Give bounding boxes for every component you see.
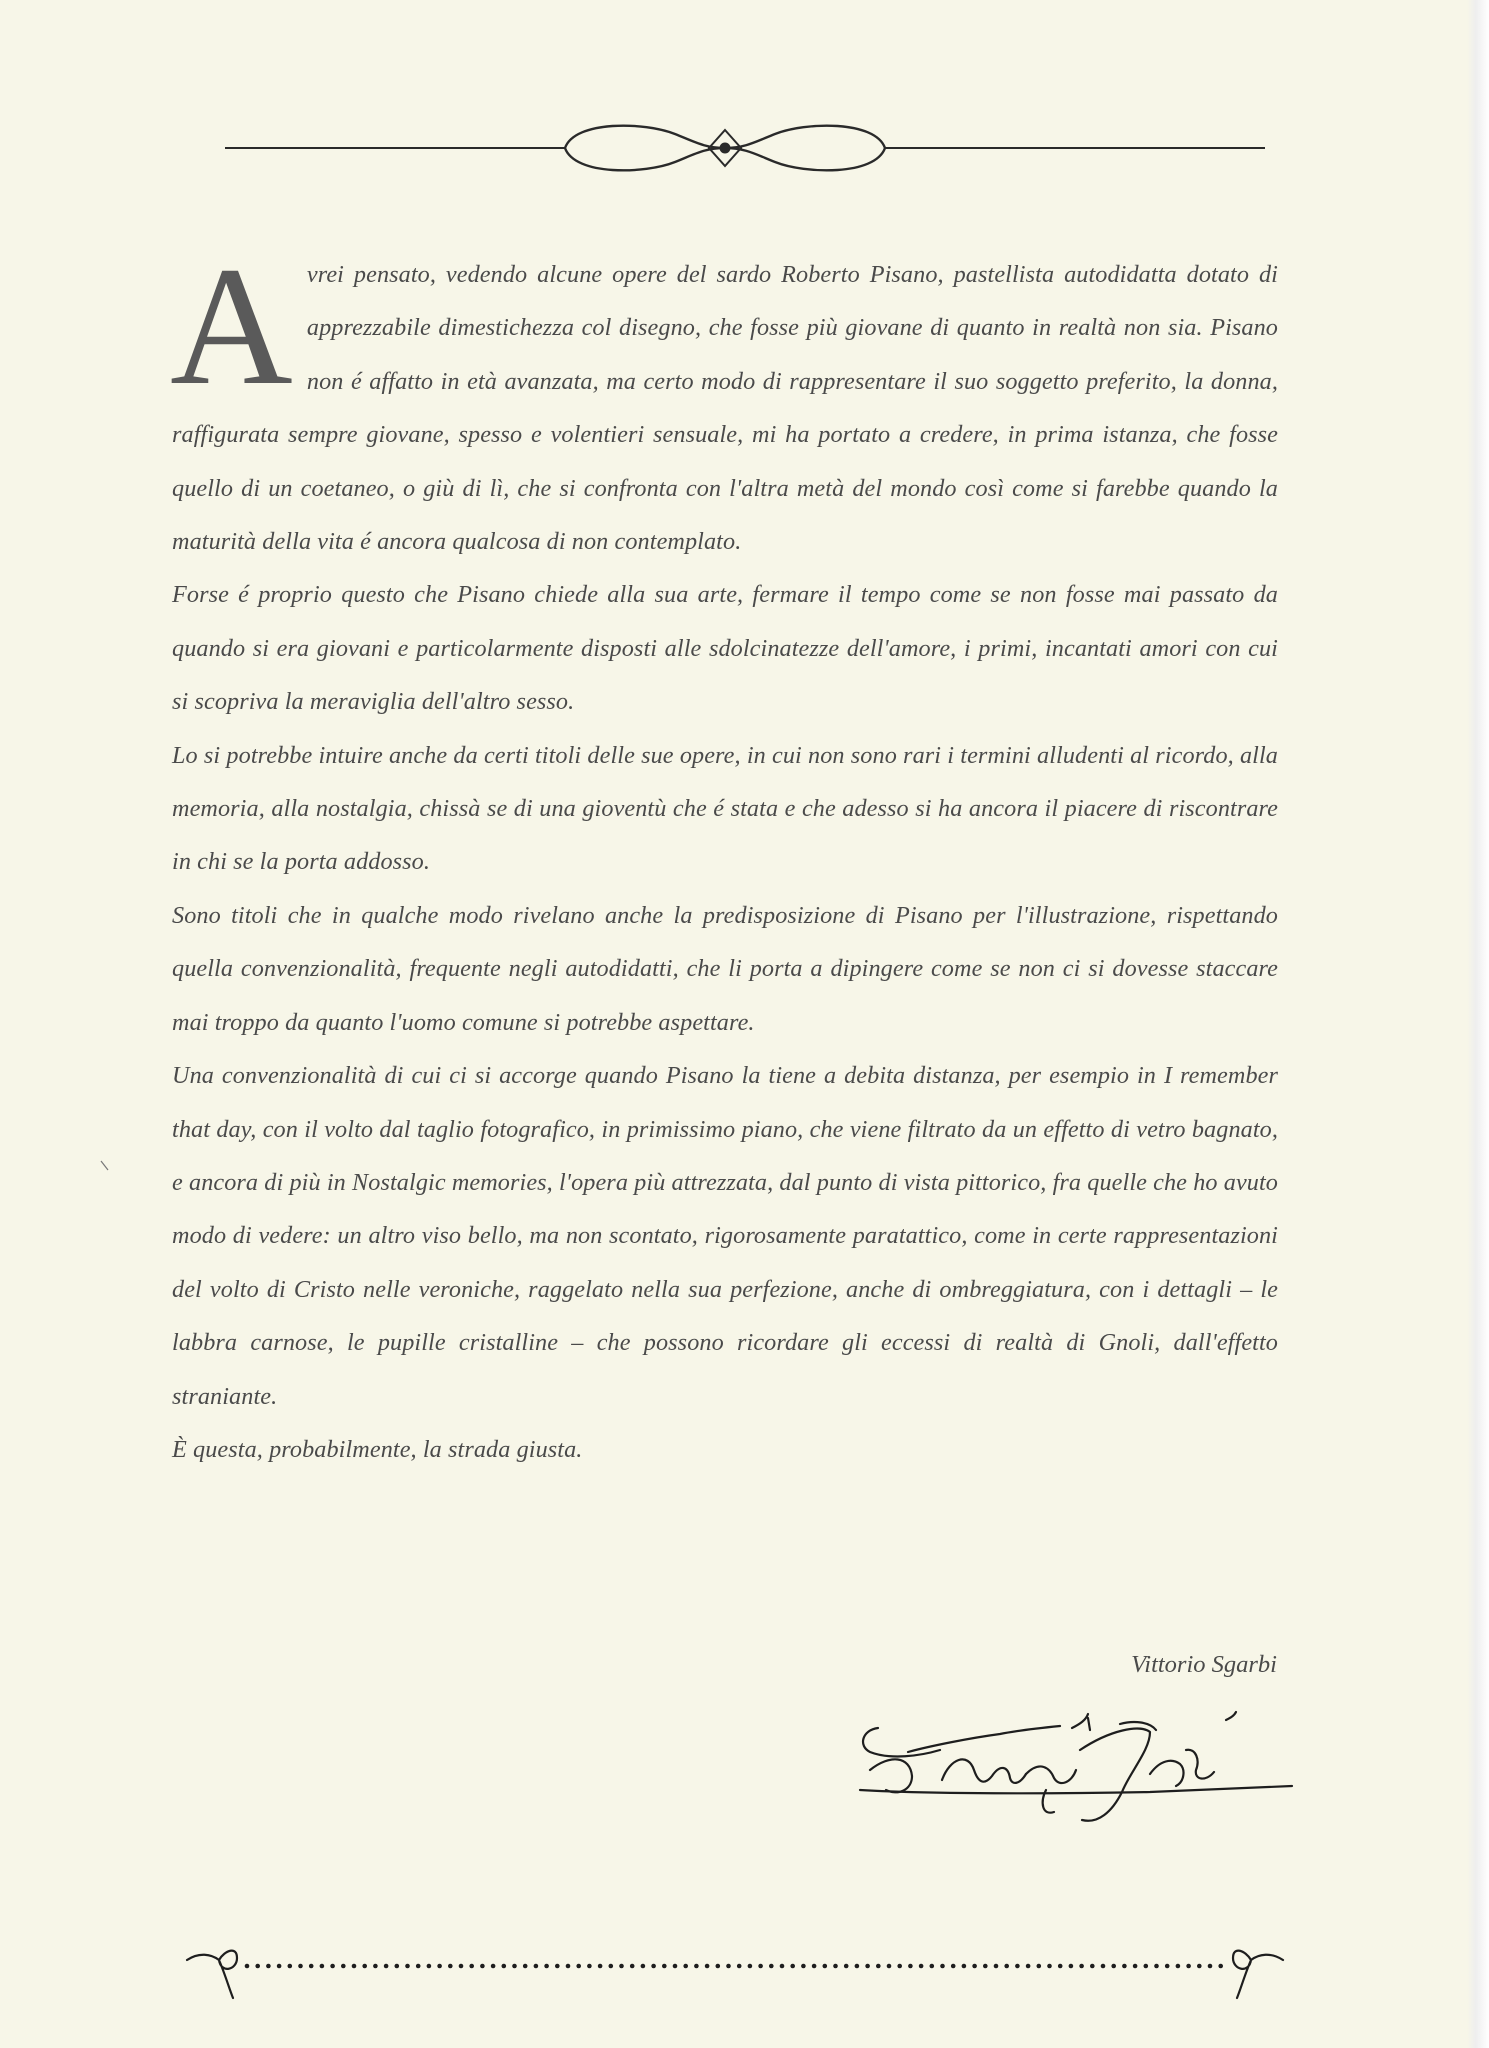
ornament-dot bbox=[780, 1964, 785, 1969]
ornament-dot bbox=[726, 1964, 731, 1969]
paragraph-3: Lo si potrebbe intuire anche da certi titoli delle sue opere, in cui non sono rari i termini alludenti al ricordo, alla memoria, alla nostalgia, chissà se di una gioventù che é stata e che adesso si ha ancora il piacere di riscontrare in chi se la porta addosso. bbox=[172, 741, 1278, 876]
ornament-dot bbox=[330, 1964, 335, 1969]
page-edge bbox=[1467, 0, 1489, 2048]
ornament-dot bbox=[619, 1964, 624, 1969]
ornament-dot bbox=[469, 1964, 474, 1969]
ornament-dot bbox=[1154, 1964, 1159, 1969]
ornament-dot bbox=[641, 1964, 646, 1969]
ornament-dot bbox=[448, 1964, 453, 1969]
ornament-dot bbox=[437, 1964, 442, 1969]
ornament-dot bbox=[994, 1964, 999, 1969]
ornament-dot bbox=[1197, 1964, 1202, 1969]
ornament-dot bbox=[972, 1964, 977, 1969]
ornament-dot bbox=[384, 1964, 389, 1969]
ornament-dot bbox=[427, 1964, 432, 1969]
ornament-loop-right bbox=[725, 126, 885, 171]
ornament-dot bbox=[395, 1964, 400, 1969]
ornament-dot bbox=[288, 1964, 293, 1969]
ornament-dot bbox=[1015, 1964, 1020, 1969]
ornament-dot bbox=[587, 1964, 592, 1969]
paragraph-2: Forse é proprio questo che Pisano chiede alla sua arte, fermare il tempo come se non fosse mai passato da quando si era giovani e particolarmente disposti alle sdolcinatezze dell'amore, i primi, incantati amori con cui si scopriva la meraviglia dell'altro sesso. bbox=[172, 581, 1278, 716]
ornament-dot bbox=[844, 1964, 849, 1969]
ornament-dot bbox=[1101, 1964, 1106, 1969]
ornament-dot bbox=[1004, 1964, 1009, 1969]
ornament-dot bbox=[930, 1964, 935, 1969]
scroll-left bbox=[187, 1951, 237, 1998]
ornament-dot bbox=[373, 1964, 378, 1969]
ornament-dot bbox=[769, 1964, 774, 1969]
ornament-dot bbox=[362, 1964, 367, 1969]
ornament-dot bbox=[683, 1964, 688, 1969]
ornament-dot bbox=[534, 1964, 539, 1969]
ornament-dot bbox=[737, 1964, 742, 1969]
ornament-dot bbox=[566, 1964, 571, 1969]
ornament-center-dot bbox=[720, 143, 731, 154]
scan-mark bbox=[100, 1160, 110, 1172]
ornament-dot bbox=[962, 1964, 967, 1969]
paragraph-5: Una convenzionalità di cui ci si accorge quando Pisano la tiene a debita distanza, per esempio in I remember that day, con il volto dal taglio fotografico, in primissimo piano, che viene filtrato da un effetto di vetro bagnato, e ancora di più in Nostalgic memories, l'opera più attrezzata, dal punto di vista pittorico, fra quelle che ho avuto modo di vedere: un altro viso bello, ma non scontato, rigorosamente paratattico, come in certe rappresentazioni del volto di Cristo nelle veroniche, raggelato nella sua perfezione, anche di ombreggiatura, con i dettagli – le labbra carnose, le pupille cristalline – che possono ricordare gli eccessi di realtà di Gnoli, dall'effetto straniante. bbox=[172, 1062, 1278, 1410]
ornament-dot bbox=[1111, 1964, 1116, 1969]
ornament-dot bbox=[1047, 1964, 1052, 1969]
ornament-dot bbox=[576, 1964, 581, 1969]
ornament-dot bbox=[1144, 1964, 1149, 1969]
dotted-line bbox=[245, 1964, 1223, 1969]
ornament-dot bbox=[405, 1964, 410, 1969]
paragraph-6: È questa, probabilmente, la strada giusta. bbox=[172, 1435, 583, 1463]
ornament-dot bbox=[630, 1964, 635, 1969]
ornament-dot bbox=[1069, 1964, 1074, 1969]
ornament-dot bbox=[919, 1964, 924, 1969]
ornament-dot bbox=[1026, 1964, 1031, 1969]
essay-text bbox=[170, 232, 1278, 1476]
drop-cap: A bbox=[170, 232, 293, 420]
ornament-dot bbox=[1090, 1964, 1095, 1969]
ornament-dot bbox=[416, 1964, 421, 1969]
ornament-dot bbox=[855, 1964, 860, 1969]
ornament-dot bbox=[352, 1964, 357, 1969]
ornament-dot bbox=[812, 1964, 817, 1969]
ornament-dot bbox=[1176, 1964, 1181, 1969]
ornament-dot bbox=[897, 1964, 902, 1969]
ornament-dot bbox=[266, 1964, 271, 1969]
ornament-dot bbox=[598, 1964, 603, 1969]
scroll-right bbox=[1233, 1951, 1283, 1998]
ornament-dot bbox=[1218, 1964, 1223, 1969]
paragraph-1: vrei pensato, vedendo alcune opere del sardo Roberto Pisano, pastellista autodidatta dotato di apprezzabile dimestichezza col disegno, che fosse più giovane di quanto in realtà non sia. Pisano non é affatto in età avanzata, ma certo modo di rappresentare il suo soggetto preferito, la donna, raffigurata sempre giovane, spesso e volentieri sensuale, mi ha portato a credere, in prima istanza, che fosse quello di un coetaneo, o giù di lì, che si confronta con l'altra metà del mondo così come si farebbe quando la maturità della vita é ancora qualcosa di non contemplato. bbox=[172, 261, 1278, 556]
ornament-dot bbox=[758, 1964, 763, 1969]
ornament-dot bbox=[876, 1964, 881, 1969]
ornament-dot bbox=[1208, 1964, 1213, 1969]
ornament-dot bbox=[341, 1964, 346, 1969]
ornament-dot bbox=[823, 1964, 828, 1969]
ornament-dot bbox=[555, 1964, 560, 1969]
ornament-dot bbox=[716, 1964, 721, 1969]
ornament-dot bbox=[865, 1964, 870, 1969]
paragraph-4: Sono titoli che in qualche modo rivelano anche la predisposizione di Pisano per l'illustrazione, rispettando quella convenzionalità, frequente negli autodidatti, che li porta a dipingere come se non ci si dovesse staccare mai troppo da quanto l'uomo comune si potrebbe aspettare. bbox=[172, 901, 1278, 1036]
ornament-dot bbox=[1165, 1964, 1170, 1969]
ornament-dot bbox=[1133, 1964, 1138, 1969]
ornament-dot bbox=[1079, 1964, 1084, 1969]
ornament-loop-left bbox=[565, 126, 725, 171]
ornament-dot bbox=[277, 1964, 282, 1969]
ornament-dot bbox=[544, 1964, 549, 1969]
author-name: Vittorio Sgarbi bbox=[1131, 1651, 1277, 1678]
ornament-dot bbox=[1186, 1964, 1191, 1969]
ornament-dot bbox=[309, 1964, 314, 1969]
ornament-dot bbox=[523, 1964, 528, 1969]
ornament-dot bbox=[790, 1964, 795, 1969]
ornament-dot bbox=[673, 1964, 678, 1969]
bottom-ornament bbox=[185, 1930, 1285, 2010]
ornament-dot bbox=[887, 1964, 892, 1969]
ornament-dot bbox=[459, 1964, 464, 1969]
top-ornament bbox=[225, 118, 1265, 178]
ornament-dot bbox=[705, 1964, 710, 1969]
ornament-dot bbox=[951, 1964, 956, 1969]
ornament-dot bbox=[801, 1964, 806, 1969]
ornament-dot bbox=[1037, 1964, 1042, 1969]
ornament-dot bbox=[940, 1964, 945, 1969]
ornament-dot bbox=[908, 1964, 913, 1969]
ornament-dot bbox=[512, 1964, 517, 1969]
ornament-dot bbox=[502, 1964, 507, 1969]
ornament-dot bbox=[833, 1964, 838, 1969]
ornament-dot bbox=[255, 1964, 260, 1969]
ornament-dot bbox=[298, 1964, 303, 1969]
ornament-dot bbox=[694, 1964, 699, 1969]
ornament-dot bbox=[983, 1964, 988, 1969]
ornament-dot bbox=[245, 1964, 250, 1969]
ornament-dot bbox=[651, 1964, 656, 1969]
ornament-dot bbox=[662, 1964, 667, 1969]
ornament-dot bbox=[320, 1964, 325, 1969]
signature bbox=[850, 1690, 1300, 1840]
ornament-dot bbox=[748, 1964, 753, 1969]
ornament-dot bbox=[1122, 1964, 1127, 1969]
ornament-dot bbox=[480, 1964, 485, 1969]
ornament-dot bbox=[1058, 1964, 1063, 1969]
ornament-dot bbox=[609, 1964, 614, 1969]
ornament-dot bbox=[491, 1964, 496, 1969]
